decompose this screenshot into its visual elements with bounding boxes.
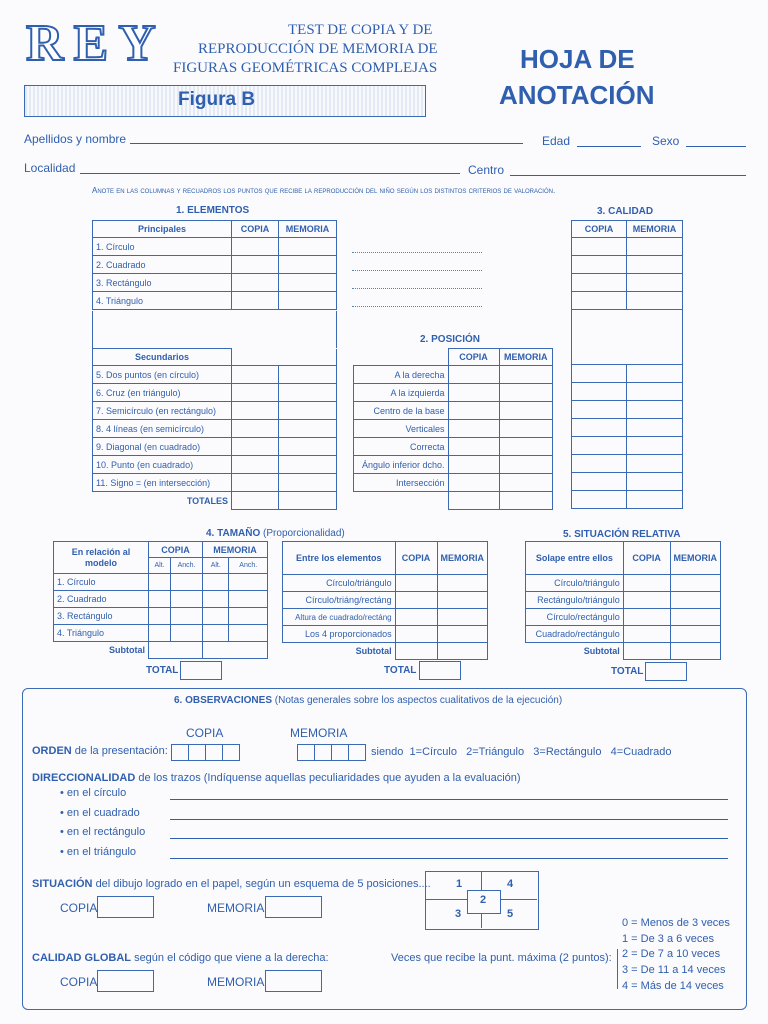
dir-item-rectangulo: • en el rectángulo	[60, 826, 146, 838]
list-item: 4. Triángulo	[93, 292, 232, 310]
score-cell[interactable]	[232, 438, 279, 456]
score-cell[interactable]	[278, 384, 337, 402]
list-item: Centro de la base	[354, 402, 449, 420]
score-cell[interactable]	[232, 420, 279, 438]
score-cell[interactable]	[623, 575, 670, 592]
direccionalidad-label-bold: DIRECCIONALIDAD	[32, 772, 136, 784]
score-cell	[354, 492, 449, 510]
score-cell[interactable]	[279, 256, 337, 274]
score-cell[interactable]	[279, 274, 337, 292]
list-item: 10. Punto (en cuadrado)	[93, 456, 232, 474]
score-cell[interactable]	[395, 575, 437, 592]
sit-copia-box[interactable]	[97, 896, 154, 918]
situacion-total-box[interactable]	[645, 662, 687, 681]
score-cell[interactable]	[437, 575, 488, 592]
position-3: 3	[455, 908, 462, 920]
test-title-line1: TEST DE COPIA Y DE	[288, 22, 433, 38]
posicion-title: 2. POSICIÓN	[420, 334, 481, 345]
list-item: 4. Triángulo	[54, 625, 149, 642]
principales-table	[92, 220, 337, 310]
position-1: 1	[456, 878, 463, 890]
calidad-global-rest: según el código que viene a la derecha:	[134, 952, 329, 964]
table-header-cell: Subtotal	[355, 646, 392, 657]
score-cell[interactable]	[232, 256, 279, 274]
calidad-title: 3. CALIDAD	[597, 206, 654, 217]
sit-copia-label: COPIA	[60, 901, 98, 915]
score-cell[interactable]	[627, 437, 683, 455]
orden-label-rest: de la presentación:	[74, 745, 168, 757]
score-cell[interactable]	[499, 402, 553, 420]
situacion-dibujo-rest: del dibujo logrado en el papel, según un esquema de 5 posiciones....	[95, 878, 431, 890]
table-header-cell: COPIA	[395, 542, 437, 575]
direccionalidad-label-rest: de los trazos (Indíquense aquellas peculiaridades que ayuden a la evaluación)	[138, 772, 521, 784]
score-cell	[232, 349, 279, 366]
score-cell[interactable]	[670, 626, 721, 643]
list-item: 7. Semicírculo (en rectángulo)	[93, 402, 232, 420]
sex-label: Sexo	[652, 134, 680, 148]
score-cell[interactable]	[623, 609, 670, 626]
table-header-cell: Subtotal	[583, 646, 620, 657]
situacion-title: 5. SITUACIÓN RELATIVA	[563, 529, 681, 540]
score-cell[interactable]	[437, 592, 488, 609]
list-item: Altura de cuadrado/rectáng	[283, 609, 396, 626]
dotted-line	[352, 306, 482, 307]
situacion-total-label: TOTAL	[611, 666, 644, 677]
score-cell[interactable]	[149, 591, 171, 608]
score-cell	[572, 310, 627, 365]
score-cell[interactable]	[670, 643, 721, 660]
score-cell[interactable]	[627, 473, 683, 491]
score-cell[interactable]	[229, 608, 268, 625]
list-item: Correcta	[354, 438, 449, 456]
list-item: Círculo/rectángulo	[526, 609, 624, 626]
dotted-line	[352, 270, 482, 271]
list-item: 1. Círculo	[93, 238, 232, 256]
score-cell[interactable]	[572, 383, 627, 401]
secundarios-header: Secundarios	[93, 349, 232, 366]
age-label: Edad	[542, 134, 571, 148]
score-cell[interactable]	[278, 420, 337, 438]
situacion-dibujo-label	[32, 878, 431, 890]
score-cell[interactable]	[448, 402, 499, 420]
tamano-subtitle: (Proporcionalidad)	[263, 528, 345, 539]
test-title-line3: FIGURAS GEOMÉTRICAS COMPLEJAS	[173, 60, 438, 76]
score-cell[interactable]	[499, 492, 553, 510]
score-cell[interactable]	[203, 574, 229, 591]
locality-label: Localidad	[24, 161, 76, 175]
score-cell[interactable]	[149, 642, 203, 659]
orden-legend: siendo 1=Círculo 2=Triángulo 3=Rectángulo 4=Cuadrado	[371, 746, 672, 758]
list-item: 2. Cuadrado	[54, 591, 149, 608]
center-field[interactable]	[510, 175, 746, 176]
score-cell[interactable]	[572, 292, 627, 310]
instruction-text: Anote en las columnas y recuadros los puntos que recibe la reproducción del niño según los distintos criterios de valoración.	[92, 186, 556, 195]
table-header-cell: MEMORIA	[279, 221, 337, 238]
score-cell[interactable]	[499, 474, 553, 492]
score-cell[interactable]	[448, 492, 499, 510]
score-cell[interactable]	[499, 420, 553, 438]
cal-copia-label: COPIA	[60, 975, 98, 989]
table-header-cell: MEMORIA	[499, 349, 553, 366]
score-cell[interactable]	[627, 491, 683, 509]
score-cell[interactable]	[448, 366, 499, 384]
table-header-cell: COPIA	[232, 221, 279, 238]
score-cell[interactable]	[437, 609, 488, 626]
tamano-total-label: TOTAL	[146, 665, 179, 676]
score-cell[interactable]	[572, 455, 627, 473]
score-cell[interactable]	[623, 643, 670, 660]
score-cell[interactable]	[232, 492, 279, 510]
score-cell[interactable]	[623, 626, 670, 643]
totales-label: TOTALES	[186, 495, 228, 506]
sheet-title-line1: HOJA DE	[520, 44, 635, 74]
score-cell[interactable]	[279, 292, 337, 310]
dir-item-cuadrado: • en el cuadrado	[60, 807, 140, 819]
score-cell[interactable]	[171, 608, 203, 625]
list-item: A la derecha	[354, 366, 449, 384]
calidad-table	[571, 220, 683, 509]
list-item: 2. Cuadrado	[93, 256, 232, 274]
veces-box[interactable]	[613, 949, 618, 989]
score-cell[interactable]	[278, 474, 337, 492]
score-cell[interactable]	[670, 609, 721, 626]
entre-total-box[interactable]	[419, 661, 461, 680]
posicion-table	[353, 348, 553, 510]
score-cell[interactable]	[627, 274, 683, 292]
figure-label: Figura B	[178, 89, 256, 110]
position-5: 5	[507, 908, 514, 920]
name-label: Apellidos y nombre	[24, 132, 127, 146]
sit-memoria-box[interactable]	[265, 896, 322, 918]
dir-item-circulo: • en el círculo	[60, 787, 127, 799]
table-header-cell: MEMORIA	[203, 542, 268, 558]
score-cell[interactable]	[627, 383, 683, 401]
score-cell[interactable]	[437, 643, 488, 660]
score-cell	[627, 310, 683, 365]
dir-item-triangulo: • en el triángulo	[60, 846, 137, 858]
list-item: Los 4 proporcionados	[283, 626, 396, 643]
table-header-cell: Entre los elementos	[283, 542, 396, 575]
score-cell[interactable]	[149, 574, 171, 591]
observaciones-title-text: 6. OBSERVACIONES	[174, 695, 272, 706]
elementos-spacer	[92, 311, 337, 348]
table-header-cell: MEMORIA	[670, 542, 721, 575]
tamano-total-box[interactable]	[180, 661, 222, 680]
list-item: Rectángulo/triángulo	[526, 592, 624, 609]
score-cell[interactable]	[171, 625, 203, 642]
score-cell[interactable]	[448, 456, 499, 474]
table-header-cell: COPIA	[572, 221, 627, 238]
score-cell[interactable]	[572, 238, 627, 256]
position-2: 2	[480, 894, 487, 906]
score-cell[interactable]	[232, 402, 279, 420]
score-cell[interactable]	[232, 384, 279, 402]
entre-total-label: TOTAL	[384, 665, 417, 676]
score-cell[interactable]	[572, 473, 627, 491]
score-cell[interactable]	[203, 625, 229, 642]
score-cell[interactable]	[232, 474, 279, 492]
cal-memoria-box[interactable]	[265, 970, 322, 992]
score-cell[interactable]	[499, 438, 553, 456]
calidad-global-bold: CALIDAD GLOBAL	[32, 952, 131, 964]
sex-field[interactable]	[686, 146, 746, 147]
score-cell[interactable]	[395, 626, 437, 643]
list-item: Ángulo inferior dcho.	[354, 456, 449, 474]
orden-copia-boxes[interactable]	[172, 744, 240, 761]
table-header-cell: Solape entre ellos	[526, 542, 624, 575]
score-cell[interactable]	[232, 238, 279, 256]
score-cell[interactable]	[232, 456, 279, 474]
score-cell[interactable]	[627, 238, 683, 256]
principales-header: Principales	[93, 221, 232, 238]
score-cell[interactable]	[670, 592, 721, 609]
score-cell[interactable]	[229, 591, 268, 608]
list-item: Círculo/triángulo	[283, 575, 396, 592]
score-cell[interactable]	[395, 592, 437, 609]
list-item: Círculo/triáng/rectáng	[283, 592, 396, 609]
score-cell[interactable]	[395, 643, 437, 660]
score-cell[interactable]	[572, 256, 627, 274]
score-cell[interactable]	[670, 575, 721, 592]
score-cell[interactable]	[278, 456, 337, 474]
table-header-cell: COPIA	[448, 349, 499, 366]
secundarios-table	[92, 348, 337, 510]
score-cell	[354, 349, 449, 366]
list-item: 1. Círculo	[54, 574, 149, 591]
table-header-cell: Alt.	[149, 558, 171, 574]
list-item: 3. Rectángulo	[54, 608, 149, 625]
score-cell[interactable]	[203, 608, 229, 625]
score-cell[interactable]	[232, 274, 279, 292]
list-item: Intersección	[354, 474, 449, 492]
list-item: 3. Rectángulo	[93, 274, 232, 292]
dotted-line	[352, 288, 482, 289]
cal-memoria-label: MEMORIA	[207, 975, 265, 989]
tamano-table	[53, 541, 268, 659]
score-cell[interactable]	[448, 474, 499, 492]
orden-label-bold: ORDEN	[32, 745, 72, 757]
center-label: Centro	[468, 163, 505, 177]
list-item: 11. Signo = (en intersección)	[93, 474, 232, 492]
score-cell[interactable]	[448, 438, 499, 456]
score-cell[interactable]	[499, 366, 553, 384]
score-cell[interactable]	[278, 438, 337, 456]
score-cell[interactable]	[278, 492, 337, 510]
score-cell[interactable]	[395, 609, 437, 626]
situacion-dibujo-bold: SITUACIÓN	[32, 878, 93, 890]
calidad-global-label	[32, 952, 329, 964]
table-header-cell: Alt.	[203, 558, 229, 574]
score-cell[interactable]	[627, 292, 683, 310]
list-item: Verticales	[354, 420, 449, 438]
code-4: 4 = Más de 14 veces	[622, 980, 724, 992]
score-cell[interactable]	[437, 626, 488, 643]
list-item: 5. Dos puntos (en círculo)	[93, 366, 232, 384]
score-cell[interactable]	[572, 419, 627, 437]
score-cell[interactable]	[229, 625, 268, 642]
score-cell[interactable]	[572, 491, 627, 509]
list-item: 6. Cruz (en triángulo)	[93, 384, 232, 402]
list-item: 8. 4 líneas (en semicírculo)	[93, 420, 232, 438]
table-header-cell: Anch.	[171, 558, 203, 574]
rey-logo: REY	[26, 15, 166, 72]
sheet-title-line2: ANOTACIÓN	[499, 80, 655, 110]
age-field[interactable]	[577, 146, 641, 147]
score-cell[interactable]	[229, 574, 268, 591]
score-cell[interactable]	[149, 608, 171, 625]
score-cell[interactable]	[627, 419, 683, 437]
list-item: A la izquierda	[354, 384, 449, 402]
score-cell[interactable]	[232, 292, 279, 310]
dir-field-cuadrado[interactable]	[170, 819, 728, 820]
score-cell[interactable]	[627, 401, 683, 419]
score-cell[interactable]	[627, 365, 683, 383]
list-item: Cuadrado/rectángulo	[526, 626, 624, 643]
score-cell[interactable]	[499, 456, 553, 474]
veces-label: Veces que recibe la punt. máxima (2 puntos):	[391, 952, 612, 964]
test-title-line2: REPRODUCCIÓN DE MEMORIA DE	[198, 41, 438, 57]
cal-copia-box[interactable]	[97, 970, 154, 992]
locality-field[interactable]	[80, 173, 460, 174]
score-cell[interactable]	[203, 591, 229, 608]
score-cell[interactable]	[171, 574, 203, 591]
table-header-cell: Anch.	[229, 558, 268, 574]
orden-memoria-header: MEMORIA	[290, 726, 348, 740]
score-cell	[278, 349, 337, 366]
code-2: 2 = De 7 a 10 veces	[622, 948, 721, 960]
table-header-cell: MEMORIA	[627, 221, 683, 238]
direccionalidad-label	[32, 772, 521, 784]
dotted-line	[352, 252, 482, 253]
score-cell[interactable]	[203, 642, 268, 659]
list-item: 9. Diagonal (en cuadrado)	[93, 438, 232, 456]
code-1: 1 = De 3 a 6 veces	[622, 933, 715, 945]
score-cell[interactable]	[572, 401, 627, 419]
table-header-cell: COPIA	[623, 542, 670, 575]
list-item: Círculo/triángulo	[526, 575, 624, 592]
tamano-title	[206, 528, 345, 539]
tamano-title-text: 4. TAMAÑO	[206, 528, 261, 539]
score-cell[interactable]	[279, 238, 337, 256]
score-cell[interactable]	[448, 384, 499, 402]
code-0: 0 = Menos de 3 veces	[622, 917, 730, 929]
observaciones-subtitle: (Notas generales sobre los aspectos cualitativos de la ejecución)	[274, 695, 563, 706]
score-cell[interactable]	[572, 437, 627, 455]
table-header-cell: COPIA	[149, 542, 203, 558]
score-cell[interactable]	[572, 274, 627, 292]
table-header-cell: MEMORIA	[437, 542, 488, 575]
code-3: 3 = De 11 a 14 veces	[622, 964, 726, 976]
score-cell[interactable]	[448, 420, 499, 438]
score-cell[interactable]	[572, 365, 627, 383]
score-cell[interactable]	[232, 366, 279, 384]
score-cell[interactable]	[627, 455, 683, 473]
entre-elementos-table	[282, 541, 488, 660]
observaciones-title	[174, 695, 562, 706]
situacion-table	[525, 541, 721, 660]
orden-label	[32, 745, 168, 757]
orden-copia-header: COPIA	[186, 726, 224, 740]
score-cell[interactable]	[278, 402, 337, 420]
dir-field-circulo[interactable]	[170, 799, 728, 800]
score-cell: En relación al modelo	[54, 542, 149, 574]
dir-field-rectangulo[interactable]	[170, 838, 728, 839]
score-cell[interactable]	[278, 366, 337, 384]
position-4: 4	[507, 878, 514, 890]
score-cell[interactable]	[499, 384, 553, 402]
elementos-title: 1. ELEMENTOS	[176, 205, 250, 216]
score-cell[interactable]	[623, 592, 670, 609]
orden-memoria-boxes[interactable]	[298, 744, 366, 761]
table-header-cell: Subtotal	[109, 645, 145, 656]
score-cell[interactable]	[149, 625, 171, 642]
dir-field-triangulo[interactable]	[170, 858, 728, 859]
score-cell[interactable]	[627, 256, 683, 274]
score-cell[interactable]	[171, 591, 203, 608]
name-field[interactable]	[130, 143, 523, 144]
sit-memoria-label: MEMORIA	[207, 901, 265, 915]
